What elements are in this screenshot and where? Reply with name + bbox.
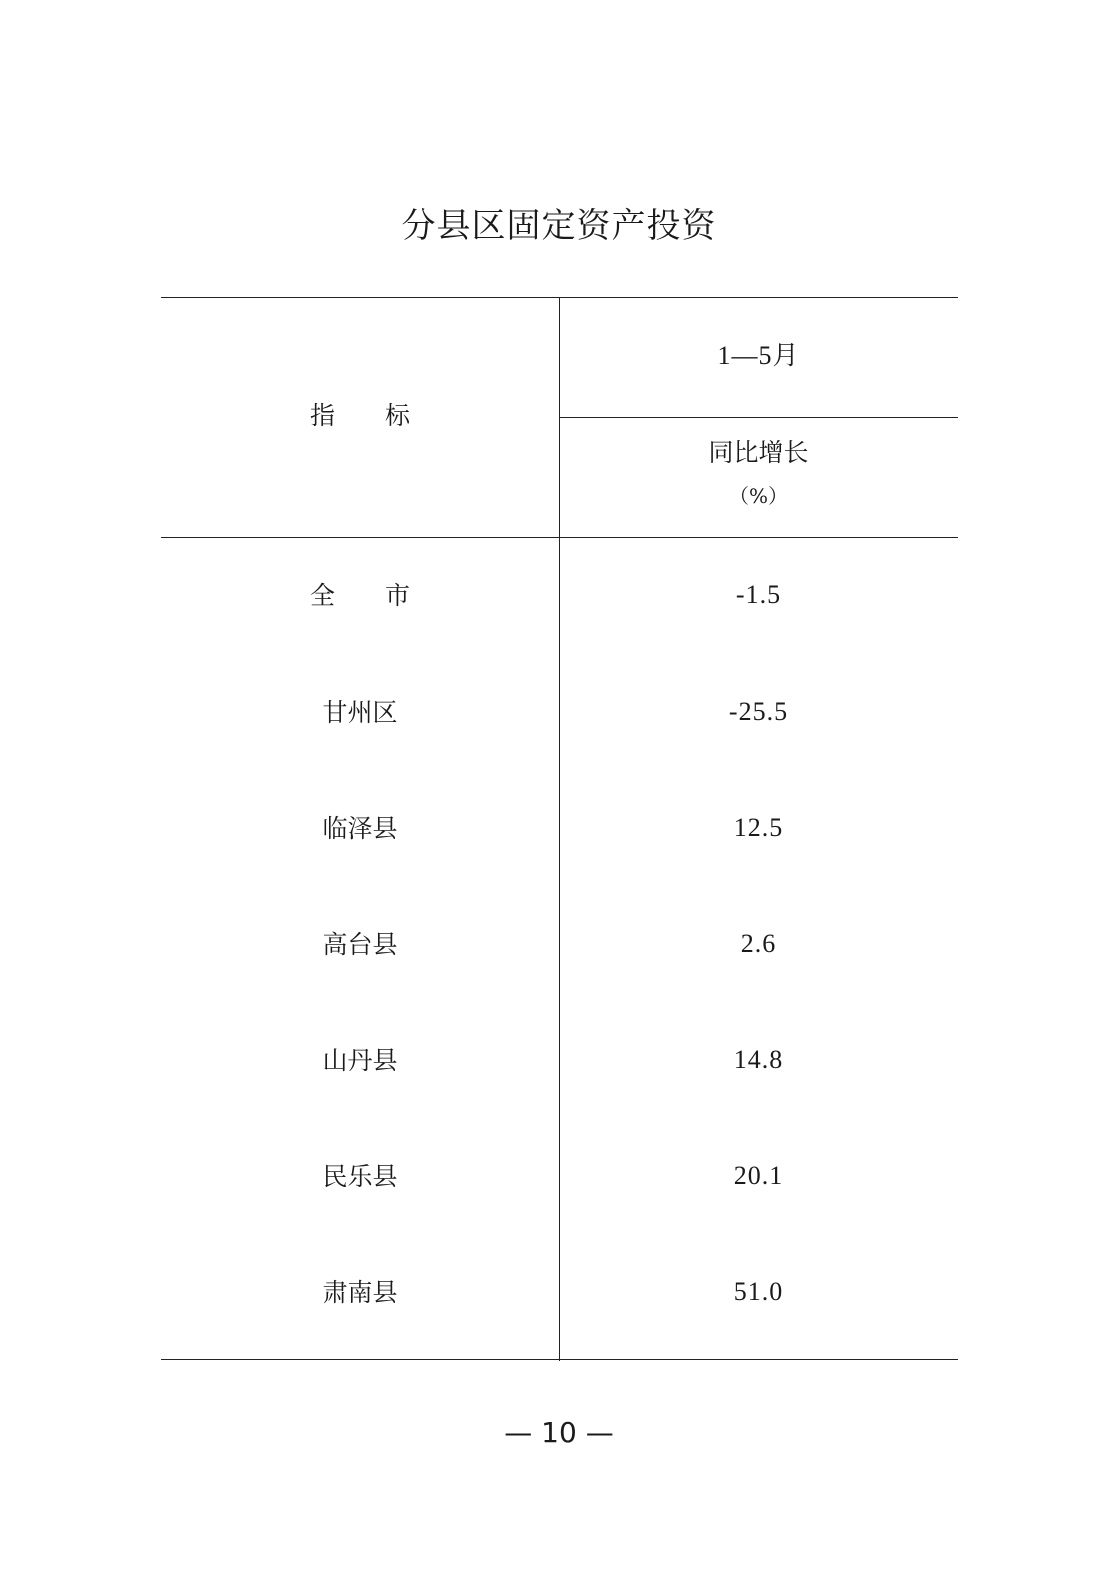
investment-table (161, 297, 958, 1361)
row-value: 51.0 (733, 1277, 784, 1306)
page-title: 分县区固定资产投资 (401, 206, 717, 246)
indicator-header: 指 标 (309, 401, 410, 430)
row-name: 临泽县 (322, 814, 398, 843)
header-mid-rule (559, 417, 958, 418)
row-value: 14.8 (733, 1045, 784, 1074)
row-name: 全 市 (309, 581, 410, 610)
row-name: 山丹县 (322, 1046, 398, 1075)
metric-header: 同比增长 (708, 438, 809, 467)
row-name: 民乐县 (322, 1162, 398, 1191)
row-value: -1.5 (735, 580, 782, 609)
row-value: -25.5 (728, 697, 789, 726)
period-header: 1—5月 (717, 341, 800, 370)
row-value: 20.1 (733, 1161, 784, 1190)
page-number: — 10 — (504, 1416, 614, 1449)
row-value: 2.6 (740, 929, 777, 958)
row-value: 12.5 (733, 813, 784, 842)
row-name: 高台县 (322, 930, 398, 959)
unit-label: （%） (728, 484, 788, 508)
row-name: 肃南县 (322, 1278, 398, 1307)
row-name: 甘州区 (322, 698, 398, 727)
